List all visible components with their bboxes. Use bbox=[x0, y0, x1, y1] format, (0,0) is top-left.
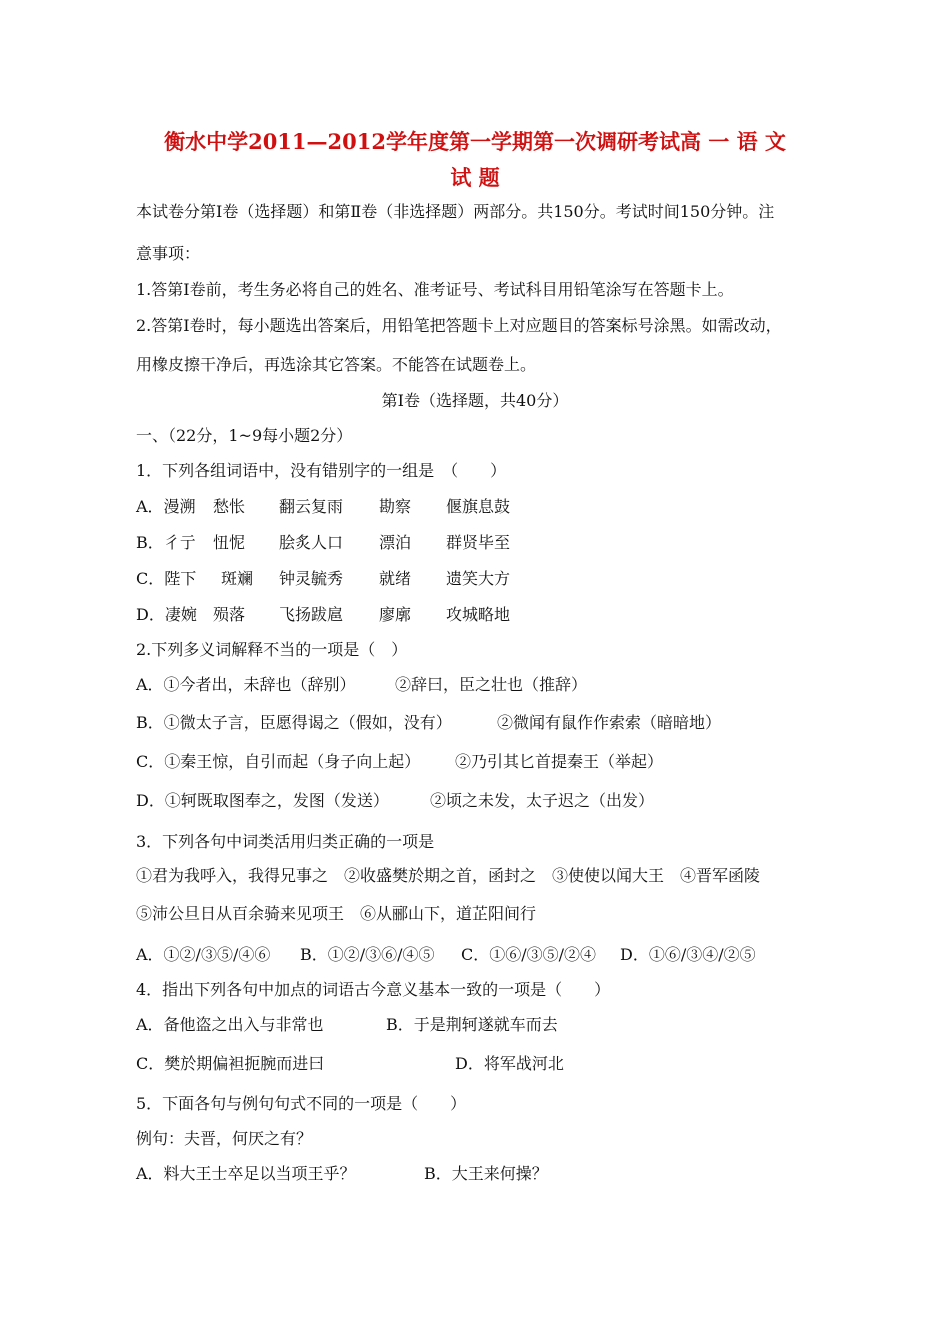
option-word: 殒落 bbox=[213, 605, 246, 624]
option-word: 群贤毕至 bbox=[446, 533, 511, 552]
option-word: 忸怩 bbox=[213, 533, 246, 552]
intro-paragraph-1a: 本试卷分第Ⅰ卷（选择题）和第Ⅱ卷（非选择题）两部分。共150分。考试时间150分钟。注 bbox=[136, 202, 775, 221]
option-word: 廖廓 bbox=[379, 605, 412, 624]
intro-paragraph-1b: 意事项： bbox=[136, 244, 201, 263]
option-word: 飞扬跋扈 bbox=[279, 605, 344, 624]
note-1: 1.答第Ⅰ卷前，考生务必将自己的姓名、准考证号、考试科目用铅笔涂写在答题卡上。 bbox=[136, 280, 734, 299]
question-2-stem: 2.下列多义词解释不当的一项是（ ） bbox=[136, 640, 408, 659]
option-part: C．①秦王惊，自引而起（身子向上起） bbox=[136, 752, 421, 771]
option-label: D．凄婉 bbox=[136, 605, 197, 624]
option-word: 偃旗息鼓 bbox=[446, 497, 511, 516]
option-b: B．大王来何操？ bbox=[424, 1164, 548, 1183]
note-2a: 2.答第Ⅰ卷时，每小题选出答案后，用铅笔把答题卡上对应题目的答案标号涂黑。如需改动， bbox=[136, 316, 782, 335]
option-word: 愁怅 bbox=[213, 497, 246, 516]
option-part: A．①今者出，未辞也（辞别） bbox=[136, 675, 356, 694]
question-3-sentences-2: ⑤沛公旦日从百余骑来见项王 ⑥从郦山下，道芷阳间行 bbox=[136, 904, 537, 923]
section-heading: 第Ⅰ卷（选择题，共40分） bbox=[381, 391, 569, 410]
option-part: ②微闻有鼠作作索索（暗暗地） bbox=[497, 713, 722, 732]
question-5-example: 例句：夫晋，何厌之有？ bbox=[136, 1129, 313, 1148]
option-a: A．料大王士卒足以当项王乎？ bbox=[136, 1164, 356, 1183]
question-1-stem: 1．下列各组词语中，没有错别字的一组是 （ ） bbox=[136, 461, 507, 480]
question-3-sentences-1: ①君为我呼入，我得兄事之 ②收盛樊於期之首，函封之 ③使使以闻大王 ④晋军函陵 bbox=[136, 866, 761, 885]
option-part: ②顷之未发，太子迟之（出发） bbox=[430, 791, 655, 810]
question-5-stem: 5．下面各句与例句句式不同的一项是（ ） bbox=[136, 1094, 467, 1113]
option-word: 遗笑大方 bbox=[446, 569, 511, 588]
option-c: C．①⑥/③⑤/②④ bbox=[461, 945, 597, 964]
option-b: B．于是荆轲遂就车而去 bbox=[386, 1015, 558, 1034]
option-d: D．将军战河北 bbox=[455, 1054, 564, 1073]
option-label: A．漫溯 bbox=[136, 497, 196, 516]
question-3-stem: 3．下列各句中词类活用归类正确的一项是 bbox=[136, 832, 435, 851]
option-word: 斑斓 bbox=[221, 569, 254, 588]
part-one-heading: 一、（22分，1~9每小题2分） bbox=[136, 426, 353, 445]
question-4-stem: 4．指出下列各句中加点的词语古今意义基本一致的一项是（ ） bbox=[136, 980, 611, 999]
option-c: C．樊於期偏袒扼腕而进曰 bbox=[136, 1054, 325, 1073]
option-part: ②辞曰，臣之壮也（推辞） bbox=[395, 675, 588, 694]
option-word: 翻云复雨 bbox=[279, 497, 344, 516]
option-word: 脍炙人口 bbox=[279, 533, 344, 552]
option-part: B．①微太子言，臣愿得谒之（假如，没有） bbox=[136, 713, 452, 732]
option-d: D．①⑥/③④/②⑤ bbox=[620, 945, 756, 964]
exam-title-line1: 衡水中学2011—2012学年度第一学期第一次调研考试高 一 语 文 bbox=[164, 129, 786, 154]
option-word: 勘察 bbox=[379, 497, 412, 516]
option-a: A．①②/③⑤/④⑥ bbox=[136, 945, 271, 964]
option-label: B．彳亍 bbox=[136, 533, 196, 552]
option-part: D．①轲既取图奉之，发图（发送） bbox=[136, 791, 389, 810]
option-part: ②乃引其匕首提秦王（举起） bbox=[455, 752, 664, 771]
option-word: 就绪 bbox=[379, 569, 412, 588]
option-a: A．备他盗之出入与非常也 bbox=[136, 1015, 324, 1034]
option-b: B．①②/③⑥/④⑤ bbox=[300, 945, 435, 964]
option-word: 钟灵毓秀 bbox=[279, 569, 344, 588]
option-word: 攻城略地 bbox=[446, 605, 511, 624]
note-2b: 用橡皮擦干净后，再选涂其它答案。不能答在试题卷上。 bbox=[136, 355, 537, 374]
option-word: 漂泊 bbox=[379, 533, 412, 552]
exam-title-line2: 试 题 bbox=[450, 165, 500, 190]
option-label: C．陛下 bbox=[136, 569, 197, 588]
